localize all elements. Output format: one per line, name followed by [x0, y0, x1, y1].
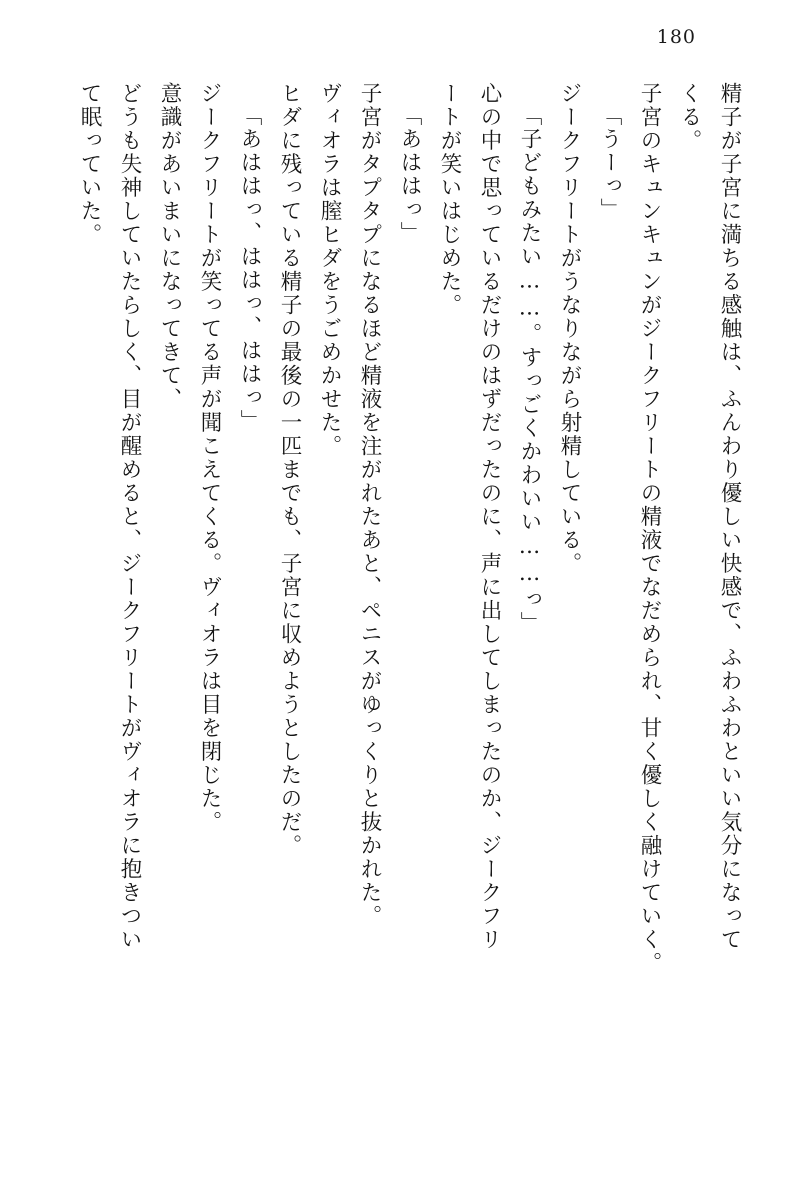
text-column: ジークフリートが笑ってる声が聞こえてくる。ヴィオラは目を閉じた。: [197, 82, 222, 834]
text-column: 精子が子宮に満ちる感触は、ふんわり優しい快感で、ふわふわといい気分になって: [717, 82, 742, 952]
page-number: 180: [656, 26, 696, 48]
text-column: 子宮のキュンキュンがジークフリートの精液でなだめられ、甘く優しく融けていく。: [637, 82, 662, 975]
text-column: て眠っていた。: [77, 82, 102, 247]
vertical-text-block: [52, 82, 740, 1150]
text-column: 「あははっ」: [397, 104, 422, 245]
text-column: 「子どもみたい……。すっごくかわいい……っ」: [517, 104, 542, 635]
text-column: どうも失神していたらしく、目が醒めると、ジークフリートがヴィオラに抱きつい: [117, 82, 142, 952]
text-column: 心の中で思っているだけのはずだったのに、声に出してしまったのか、ジークフリ: [477, 82, 502, 952]
text-column: くる。: [677, 82, 702, 153]
text-column: ヒダに残っている精子の最後の一匹までも、子宮に収めようとしたのだ。: [277, 82, 302, 858]
text-column: 「あははっ、ははっ、ははっ」: [237, 104, 262, 433]
text-column: 子宮がタプタプになるほど精液を注がれたあと、ペニスがゆっくりと抜かれた。: [357, 82, 382, 928]
text-column: 意識があいまいになってきて、: [157, 82, 182, 411]
text-column: 「うーっ」: [597, 104, 622, 222]
text-column: ートが笑いはじめた。: [437, 82, 462, 317]
text-column: ジークフリートがうなりながら射精している。: [557, 82, 582, 576]
text-column: ヴィオラは膣ヒダをうごめかせた。: [317, 82, 342, 458]
